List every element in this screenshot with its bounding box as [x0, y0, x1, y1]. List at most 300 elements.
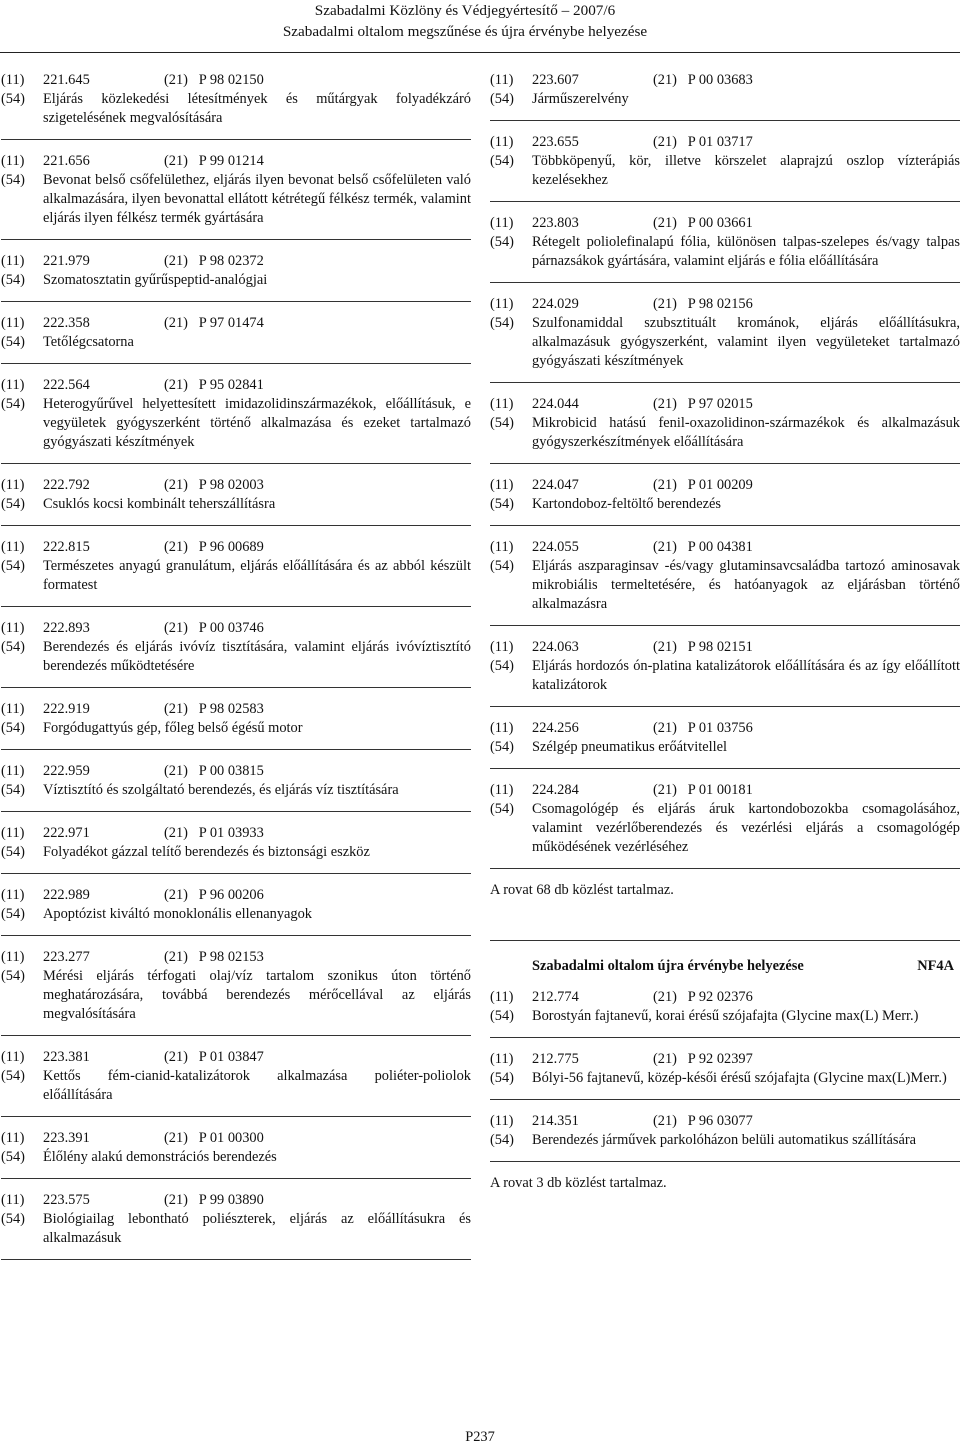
application-number [164, 886, 471, 905]
patent-title: Többköpenyű, kör, illetve körszelet alaprajzú oszlop vízterápiás kezelésekhez [532, 153, 960, 188]
field-code-11: (11) [490, 1051, 514, 1067]
entry-separator [490, 382, 960, 383]
field-code-11: (11) [1, 887, 25, 903]
application-value: P 98 02156 [687, 296, 753, 312]
entry-title-line [490, 738, 960, 757]
patent-number: 214.351 [532, 1113, 579, 1129]
field-code-11: (11) [1, 539, 25, 555]
entry-number-line [1, 376, 471, 395]
patent-number: 222.971 [43, 825, 90, 841]
entry-title-line [490, 1069, 960, 1088]
entry-title-line [490, 495, 960, 514]
application-number [164, 1129, 471, 1148]
patent-title: Bólyi-56 fajtanevű, közép-késői érésű szójafajta (Glycine max(L)Merr.) [532, 1070, 947, 1086]
field-code-11: (11) [1, 949, 25, 965]
application-value: P 00 03746 [198, 620, 264, 636]
application-value: P 97 01474 [198, 315, 264, 331]
field-code-21: (21) [653, 782, 677, 798]
application-value: P 96 00689 [198, 539, 264, 555]
patent-number: 223.277 [43, 949, 90, 965]
entry-title-line [1, 719, 471, 738]
field-code-21: (21) [653, 639, 677, 655]
entry-separator [1, 749, 471, 750]
entry-separator [490, 625, 960, 626]
patent-number: 224.063 [532, 639, 579, 655]
patent-number: 223.803 [532, 215, 579, 231]
patent-number: 222.815 [43, 539, 90, 555]
field-code-21: (21) [164, 539, 188, 555]
application-value: P 98 02583 [198, 701, 264, 717]
field-code-21: (21) [164, 701, 188, 717]
application-value: P 99 01214 [198, 153, 264, 169]
field-code-54: (54) [490, 496, 514, 512]
entry-number-line [490, 395, 960, 414]
patent-entry [490, 638, 960, 695]
patent-title: Szomatosztatin gyűrűspeptid-analógjai [43, 272, 268, 288]
entry-title-line [490, 557, 960, 614]
patent-title: Csomagológép és eljárás áruk kartondobozokba csomagolásához, valamint vezérlőberendezés és vezérlési eljárás a csomagológép működésének vezérléséhez [532, 801, 960, 855]
patent-entry [1, 1191, 471, 1248]
field-code-54: (54) [1, 844, 25, 860]
field-code-21: (21) [164, 620, 188, 636]
field-code-21: (21) [164, 1192, 188, 1208]
entry-separator [1, 935, 471, 936]
application-value: P 01 03847 [198, 1049, 264, 1065]
section-summary: A rovat 68 db közlést tartalmaz. [490, 882, 674, 898]
entry-number-line [1, 700, 471, 719]
patent-number: 221.645 [43, 72, 90, 88]
patent-number: 212.775 [532, 1051, 579, 1067]
patent-entry [1, 476, 471, 514]
patent-number: 224.256 [532, 720, 579, 736]
application-value: P 00 03815 [198, 763, 264, 779]
patent-number: 222.989 [43, 887, 90, 903]
entry-number-line [1, 1191, 471, 1210]
patent-entry [490, 1050, 960, 1088]
patent-title: Bevonat belső csőfelülethez, eljárás ilyen bevonat belső csőfelületen való alkalmazására, ilyen bevonattal ellátott kétrétegű félkész termék, valamint eljárás ilyen félkész termék gyártására [43, 172, 471, 226]
patent-title: Heterogyűrűvel helyettesített imidazolidinszármazékok, előállításuk, e vegyületek gyógyszerként történő alkalmazása és ezeket tartalmazó gyógyászati készítmények [43, 396, 471, 450]
field-code-54: (54) [490, 91, 514, 107]
entry-title-line [1, 905, 471, 924]
entry-title-line [1, 1210, 471, 1248]
section-summary-2: A rovat 3 db közlést tartalmaz. [490, 1175, 667, 1191]
patent-number: 222.358 [43, 315, 90, 331]
patent-title: Mikrobicid hatású fenil-oxazolidinon-származékok és alkalmazásuk gyógyszerkészítmények előállítására [532, 415, 960, 450]
application-value: P 01 03933 [198, 825, 264, 841]
application-number [653, 1050, 960, 1069]
entry-number-line [1, 762, 471, 781]
entry-number-line [490, 133, 960, 152]
field-code-21: (21) [164, 477, 188, 493]
entry-title-line [1, 1067, 471, 1105]
field-code-54: (54) [490, 1008, 514, 1024]
entry-number-line [1, 71, 471, 90]
entry-number-line [490, 719, 960, 738]
entry-separator [1, 139, 471, 140]
entry-title-line [1, 781, 471, 800]
application-number [653, 214, 960, 233]
patent-number: 223.391 [43, 1130, 90, 1146]
application-number [164, 948, 471, 967]
page-number: P237 [465, 1429, 495, 1445]
entry-number-line [490, 988, 960, 1007]
entry-number-line [490, 71, 960, 90]
entry-separator [490, 1161, 960, 1162]
field-code-21: (21) [164, 1130, 188, 1146]
patent-title: Szélgép pneumatikus erőátvitellel [532, 739, 728, 755]
patent-entry [1, 700, 471, 738]
section-heading-code: NF4A [917, 958, 954, 974]
entry-separator [490, 525, 960, 526]
entry-title-line [1, 271, 471, 290]
entry-title-line [1, 395, 471, 452]
patent-title: Folyadékot gázzal telítő berendezés és biztonsági eszköz [43, 844, 370, 860]
field-code-21: (21) [164, 1049, 188, 1065]
patent-entry [1, 252, 471, 290]
entry-separator [490, 706, 960, 707]
patent-number: 222.792 [43, 477, 90, 493]
field-code-11: (11) [1, 153, 25, 169]
section-heading-title: Szabadalmi oltalom újra érvénybe helyezése [532, 958, 804, 974]
entry-number-line [490, 1050, 960, 1069]
field-code-21: (21) [653, 134, 677, 150]
application-number [653, 476, 960, 495]
field-code-11: (11) [1, 72, 25, 88]
application-number [653, 638, 960, 657]
patent-entry [490, 719, 960, 757]
application-value: P 98 02003 [198, 477, 264, 493]
entry-separator [1, 1116, 471, 1117]
field-code-11: (11) [490, 782, 514, 798]
entry-number-line [490, 781, 960, 800]
patent-number: 223.655 [532, 134, 579, 150]
patent-entry [490, 538, 960, 614]
entry-title-line [490, 233, 960, 271]
header-rule [0, 52, 960, 53]
entry-title-line [490, 90, 960, 109]
entry-separator [1, 463, 471, 464]
entry-separator [1, 811, 471, 812]
application-number [164, 71, 471, 90]
field-code-11: (11) [490, 215, 514, 231]
entry-number-line [1, 886, 471, 905]
patent-entry [490, 295, 960, 371]
patent-entry [1, 1129, 471, 1167]
entry-separator [1, 301, 471, 302]
field-code-21: (21) [653, 296, 677, 312]
application-value: P 00 04381 [687, 539, 753, 555]
application-number [164, 619, 471, 638]
entry-separator [490, 120, 960, 121]
section-rule [490, 940, 960, 941]
field-code-21: (21) [164, 825, 188, 841]
entry-title-line [490, 152, 960, 190]
field-code-54: (54) [490, 658, 514, 674]
entry-title-line [1, 495, 471, 514]
entry-separator [490, 282, 960, 283]
field-code-21: (21) [164, 315, 188, 331]
patent-title: Berendezés és eljárás ivóvíz tisztítására, valamint eljárás ivóvíztisztító berendezés működtetésére [43, 639, 471, 674]
patent-title: Eljárás hordozós ón-platina katalizátorok előállítására és az így előállított katalizátorok [532, 658, 960, 693]
patent-number: 212.774 [532, 989, 579, 1005]
patent-title: Csuklós kocsi kombinált teherszállításra [43, 496, 276, 512]
application-value: P 96 00206 [198, 887, 264, 903]
right-column [490, 71, 960, 1193]
patent-entry [1, 948, 471, 1024]
entry-number-line [490, 295, 960, 314]
patent-entry [490, 1112, 960, 1150]
patent-number: 224.284 [532, 782, 579, 798]
patent-title: Kartondoboz-feltöltő berendezés [532, 496, 721, 512]
field-code-21: (21) [653, 539, 677, 555]
field-code-21: (21) [653, 1113, 677, 1129]
patent-title: Mérési eljárás térfogati olaj/víz tartalom szonikus úton történő meghatározására, továbbá berendezés mérőcellával az eljárás megvalósítására [43, 968, 471, 1022]
field-code-54: (54) [490, 1070, 514, 1086]
patent-title: Szulfonamiddal szubsztituált krománok, eljárás előállításukra, alkalmazásuk gyógyszerként, valamint ilyen vegyületeket tartalmazó gyógyászati készítmények [532, 315, 960, 369]
application-value: P 97 02015 [687, 396, 753, 412]
patent-number: 223.575 [43, 1192, 90, 1208]
field-code-54: (54) [1, 1149, 25, 1165]
application-number [164, 314, 471, 333]
entry-separator [1, 1178, 471, 1179]
patent-entry [1, 152, 471, 228]
entry-title-line [1, 967, 471, 1024]
field-code-21: (21) [653, 989, 677, 1005]
field-code-54: (54) [490, 234, 514, 250]
patent-entry [1, 71, 471, 128]
application-number [653, 71, 960, 90]
entry-title-line [1, 638, 471, 676]
field-code-54: (54) [1, 334, 25, 350]
patent-title: Természetes anyagú granulátum, eljárás előállítására és az abból készült formatest [43, 558, 471, 593]
patent-entry [490, 71, 960, 109]
patent-number: 224.029 [532, 296, 579, 312]
entry-title-line [490, 1007, 960, 1026]
patent-entry [1, 314, 471, 352]
field-code-11: (11) [1, 763, 25, 779]
field-code-11: (11) [490, 396, 514, 412]
field-code-11: (11) [490, 72, 514, 88]
patent-entry [490, 988, 960, 1026]
field-code-54: (54) [1, 558, 25, 574]
application-value: P 92 02376 [687, 989, 753, 1005]
field-code-11: (11) [1, 477, 25, 493]
application-value: P 98 02372 [198, 253, 264, 269]
patent-title: Kettős fém-cianid-katalizátorok alkalmazása poliéter-poliolok előállítására [43, 1068, 471, 1103]
section-heading [532, 957, 954, 976]
entry-title-line [1, 557, 471, 595]
field-code-21: (21) [653, 215, 677, 231]
entry-title-line [1, 1148, 471, 1167]
entry-separator [1, 1035, 471, 1036]
application-number [164, 762, 471, 781]
field-code-54: (54) [490, 315, 514, 331]
entry-separator [490, 868, 960, 869]
patent-number: 221.979 [43, 253, 90, 269]
application-number [164, 824, 471, 843]
field-code-54: (54) [1, 396, 25, 412]
application-value: P 99 03890 [198, 1192, 264, 1208]
field-code-11: (11) [1, 620, 25, 636]
patent-title: Rétegelt poliolefinalapú fólia, különösen talpas-szelepes és/vagy talpas párnazsákok gyártására, valamint eljárás e fólia előállítására [532, 234, 960, 269]
field-code-54: (54) [1, 91, 25, 107]
field-code-11: (11) [1, 1049, 25, 1065]
patent-title: Eljárás aszparaginsav -és/vagy glutaminsavcsaládba tartozó aminosavak mikrobiális termeltetésére, és hatóanyagok az eljárásban történő alkalmazásra [532, 558, 960, 612]
application-number [653, 719, 960, 738]
entry-number-line [1, 948, 471, 967]
field-code-54: (54) [490, 801, 514, 817]
field-code-21: (21) [164, 763, 188, 779]
entry-number-line [1, 1048, 471, 1067]
entry-number-line [490, 214, 960, 233]
entry-number-line [1, 619, 471, 638]
field-code-21: (21) [164, 72, 188, 88]
entry-separator [1, 363, 471, 364]
entry-number-line [1, 314, 471, 333]
entry-title-line [490, 657, 960, 695]
application-number [164, 1191, 471, 1210]
field-code-54: (54) [490, 1132, 514, 1148]
field-code-11: (11) [490, 989, 514, 1005]
field-code-11: (11) [490, 720, 514, 736]
field-code-11: (11) [1, 377, 25, 393]
field-code-54: (54) [1, 968, 25, 984]
patent-entry [1, 886, 471, 924]
entry-number-line [1, 152, 471, 171]
field-code-11: (11) [490, 134, 514, 150]
entry-title-line [1, 843, 471, 862]
journal-title: Szabadalmi Közlöny és Védjegyértesítő – 2007/6 [314, 2, 616, 19]
entry-separator [490, 201, 960, 202]
patent-number: 224.055 [532, 539, 579, 555]
field-code-54: (54) [1, 782, 25, 798]
entry-separator [1, 1259, 471, 1260]
application-value: P 96 03077 [687, 1113, 753, 1129]
entry-separator [490, 463, 960, 464]
patent-entry [1, 1048, 471, 1105]
patent-title: Borostyán fajtanevű, korai érésű szójafajta (Glycine max(L) Merr.) [532, 1008, 919, 1024]
field-code-21: (21) [164, 377, 188, 393]
entry-number-line [1, 1129, 471, 1148]
field-code-21: (21) [164, 949, 188, 965]
entry-number-line [1, 252, 471, 271]
patent-number: 224.044 [532, 396, 579, 412]
field-code-21: (21) [653, 72, 677, 88]
application-number [164, 376, 471, 395]
entry-title-line [1, 90, 471, 128]
field-code-21: (21) [653, 1051, 677, 1067]
field-code-54: (54) [490, 415, 514, 431]
entry-number-line [490, 538, 960, 557]
application-value: P 95 02841 [198, 377, 264, 393]
patent-title: Járműszerelvény [532, 91, 629, 107]
field-code-54: (54) [1, 1211, 25, 1227]
entry-separator [1, 525, 471, 526]
field-code-21: (21) [164, 253, 188, 269]
patent-number: 222.564 [43, 377, 90, 393]
field-code-11: (11) [490, 1113, 514, 1129]
entry-separator [1, 687, 471, 688]
patent-entry [1, 376, 471, 452]
patent-number: 223.381 [43, 1049, 90, 1065]
application-number [164, 152, 471, 171]
application-number [653, 538, 960, 557]
field-code-11: (11) [1, 253, 25, 269]
entry-title-line [490, 800, 960, 857]
patent-entry [490, 781, 960, 857]
field-code-54: (54) [490, 558, 514, 574]
field-code-11: (11) [1, 1130, 25, 1146]
patent-entry [490, 476, 960, 514]
patent-title: Apoptózist kiváltó monoklonális ellenanyagok [43, 906, 312, 922]
field-code-11: (11) [1, 315, 25, 331]
entry-title-line [1, 171, 471, 228]
field-code-54: (54) [1, 639, 25, 655]
entry-separator [1, 239, 471, 240]
field-code-11: (11) [490, 639, 514, 655]
field-code-21: (21) [653, 396, 677, 412]
entry-separator [490, 768, 960, 769]
field-code-54: (54) [1, 720, 25, 736]
patent-entry [1, 619, 471, 676]
entry-title-line [490, 314, 960, 371]
patent-number: 222.919 [43, 701, 90, 717]
field-code-11: (11) [490, 296, 514, 312]
patent-title: Eljárás közlekedési létesítmények és műtárgyak folyadékzáró szigetelésének megvalósítására [43, 91, 471, 126]
field-code-54: (54) [1, 272, 25, 288]
application-number [653, 133, 960, 152]
patent-title: Élőlény alakú demonstrációs berendezés [43, 1149, 277, 1165]
field-code-11: (11) [490, 539, 514, 555]
application-number [653, 395, 960, 414]
application-value: P 01 03756 [687, 720, 753, 736]
left-column [1, 71, 471, 1272]
application-number [653, 781, 960, 800]
application-number [653, 988, 960, 1007]
application-number [164, 538, 471, 557]
application-value: P 98 02150 [198, 72, 264, 88]
page-header [255, 0, 675, 42]
application-value: P 01 03717 [687, 134, 753, 150]
entry-separator [490, 1037, 960, 1038]
patent-entry [1, 824, 471, 862]
entry-separator [1, 873, 471, 874]
field-code-54: (54) [490, 739, 514, 755]
application-number [164, 700, 471, 719]
entry-title-line [490, 1131, 960, 1150]
patent-title: Berendezés járművek parkolóházon belüli automatikus szállítására [532, 1132, 917, 1148]
right-entries-2 [490, 988, 960, 1162]
field-code-11: (11) [1, 1192, 25, 1208]
application-number [653, 295, 960, 314]
patent-entry [1, 538, 471, 595]
field-code-21: (21) [164, 887, 188, 903]
application-value: P 98 02151 [687, 639, 753, 655]
application-number [164, 1048, 471, 1067]
right-entries [490, 71, 960, 869]
field-code-54: (54) [1, 1068, 25, 1084]
field-code-11: (11) [490, 477, 514, 493]
entry-title-line [1, 333, 471, 352]
application-value: P 01 00209 [687, 477, 753, 493]
patent-title: Forgódugattyús gép, főleg belső égésű motor [43, 720, 303, 736]
entry-number-line [490, 638, 960, 657]
patent-entry [490, 214, 960, 271]
patent-number: 222.959 [43, 763, 90, 779]
application-value: P 00 03661 [687, 215, 753, 231]
field-code-11: (11) [1, 825, 25, 841]
patent-title: Víztisztító és szolgáltató berendezés, és eljárás víz tisztítására [43, 782, 399, 798]
